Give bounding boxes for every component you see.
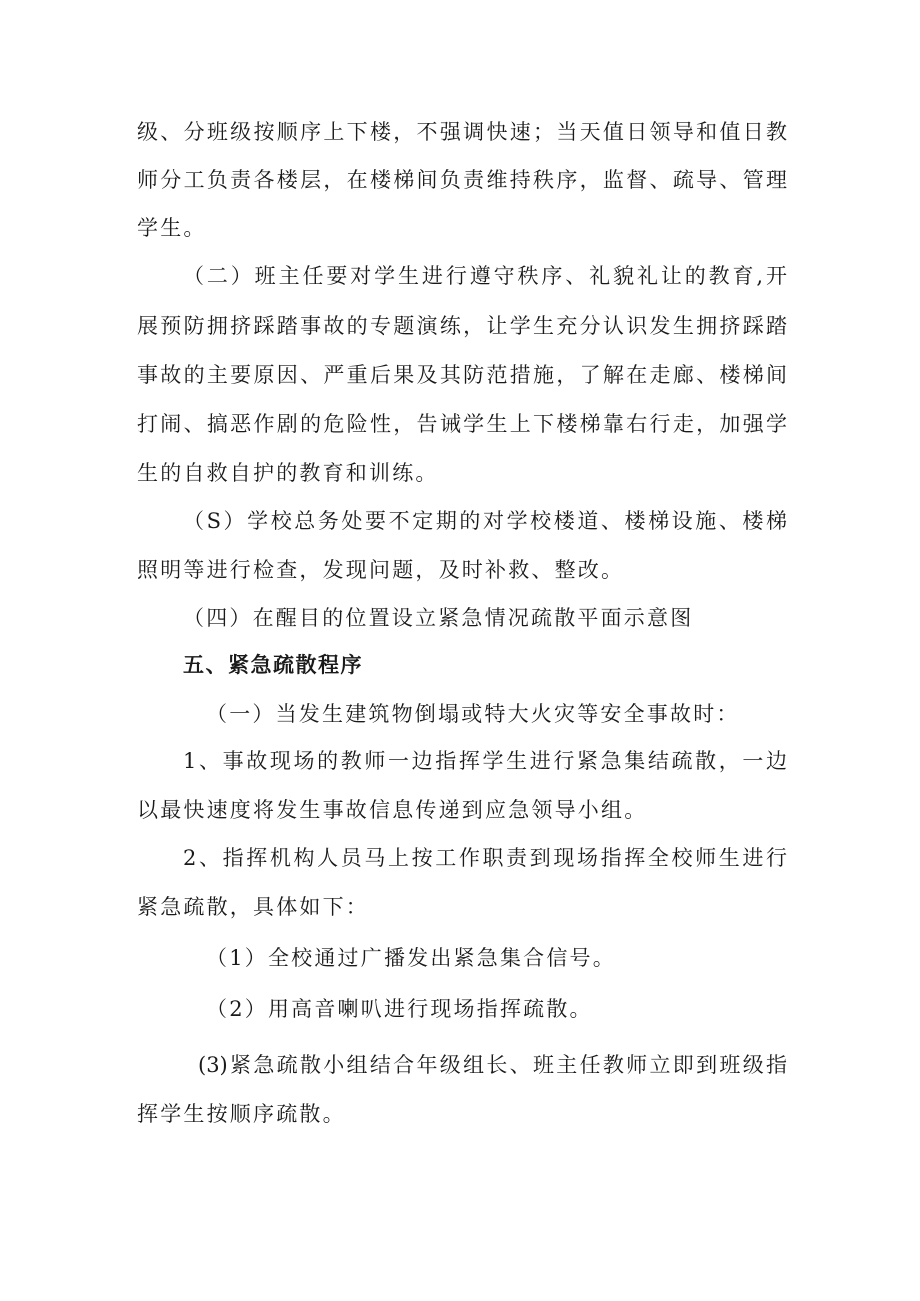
paragraph-line: 2、指挥机构人员马上按工作职责到现场指挥全校师生进行 bbox=[183, 846, 787, 870]
paragraph-line: 打闹、搞恶作剧的危险性，告诫学生上下楼梯靠右行走，加强学 bbox=[137, 412, 787, 436]
paragraph-line: （一）当发生建筑物倒塌或特大火灾等安全事故时： bbox=[206, 702, 740, 726]
paragraph-line: 以最快速度将发生事故信息传递到应急领导小组。 bbox=[137, 798, 648, 822]
paragraph-line: （二）班主任要对学生进行遵守秩序、礼貌礼让的教育,开 bbox=[183, 264, 787, 288]
paragraph-line: 紧急疏散，具体如下： bbox=[137, 895, 369, 919]
paragraph-line: （S）学校总务处要不定期的对学校楼道、楼梯设施、楼梯 bbox=[183, 509, 787, 533]
paragraph-line: 师分工负责各楼层，在楼梯间负责维持秩序，监督、疏导、管理 bbox=[137, 168, 787, 192]
paragraph-line: 展预防拥挤踩踏事故的专题演练，让学生充分认识发生拥挤踩踏 bbox=[137, 314, 787, 338]
paragraph-line: 照明等进行检查，发现问题，及时补救、整改。 bbox=[137, 558, 625, 582]
paragraph-line: （四）在醒目的位置设立紧急情况疏散平面示意图 bbox=[183, 606, 694, 630]
paragraph-line: (3)紧急疏散小组结合年级组长、班主任教师立即到班级指 bbox=[198, 1053, 787, 1077]
paragraph-line: 1、事故现场的教师一边指挥学生进行紧急集结疏散，一边 bbox=[183, 749, 787, 773]
paragraph-line: （1）全校通过广播发出紧急集合信号。 bbox=[206, 946, 616, 970]
paragraph-line: 挥学生按顺序疏散。 bbox=[137, 1102, 346, 1126]
paragraph-line: 事故的主要原因、严重后果及其防范措施，了解在走廊、楼梯间 bbox=[137, 363, 787, 387]
paragraph-line: （2）用高音喇叭进行现场指挥疏散。 bbox=[206, 997, 593, 1021]
paragraph-line: 级、分班级按顺序上下楼，不强调快速；当天值日领导和值日教 bbox=[137, 120, 787, 144]
paragraph-line: 学生。 bbox=[137, 216, 207, 240]
paragraph-line: 生的自救自护的教育和训练。 bbox=[137, 461, 439, 485]
section-heading: 五、紧急疏散程序 bbox=[183, 653, 363, 677]
